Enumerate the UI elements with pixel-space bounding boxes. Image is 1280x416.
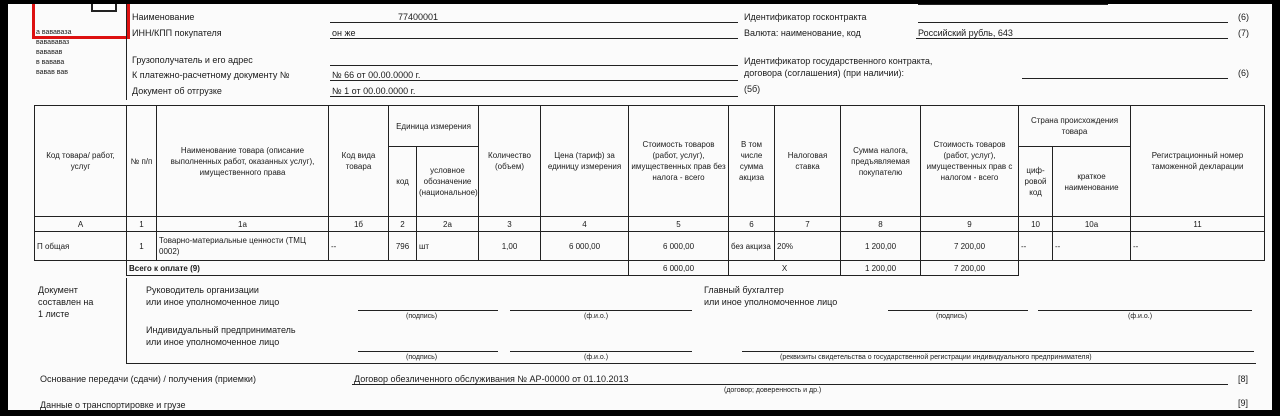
contract-id-label: Идентификатор госконтракта bbox=[744, 12, 867, 22]
total-row: Всего к оплате (9) 6 000,00 X 1 200,00 7 200,00 bbox=[35, 261, 1265, 276]
shipment-doc-value: № 1 от 00.00.0000 г. bbox=[332, 86, 416, 96]
payment-doc-value: № 66 от 00.00.0000 г. bbox=[332, 70, 421, 80]
column-numbers-row: А 1 1а 1б 2 2а 3 4 5 6 7 8 9 10 10а 11 bbox=[35, 217, 1265, 232]
doc-pages-label: Документ составлен на 1 листе bbox=[38, 285, 94, 319]
ip-label: Индивидуальный предприниматель или иное уполномоченное лицо bbox=[146, 325, 296, 347]
buyer-inn-label: ИНН/КПП покупателя bbox=[132, 28, 222, 38]
gov-contract-label-2: договора (соглашения) (при наличии): bbox=[744, 68, 904, 78]
currency-value: Российский рубль, 643 bbox=[918, 28, 1013, 38]
transfer-basis-value: Договор обезличенного обслуживания № АР-00000 от 01.10.2013 bbox=[354, 374, 629, 384]
document-sheet: а вававаза вавававаз вававав в вавава вавав вав Наименование 77400001 ИНН/КПП покупателя он же Грузополучатель и его адрес К платежно-расчетному документу № № 66 от 00.00.0000 г. Документ об отгрузке № 1 от 00.00.0000 г. Идентификатор госконтракта (6) Валюта: наименование, код Российский рубль, 643 (7) Идентификатор государственного контракта, договора (соглашения) (при наличии): (6) (5б) Код товара/ работ, услуг № п/п Наименование товара (описание выполненных работ, оказанных услуг), имущественного права Код вида товара Единица измерения Количество (объем) Цена (тариф) за единицу измерения Стоимость товаров (работ, услуг), имущественных прав без налога - всего В том числе сумма акциза Налоговая ставка Сумма налога, предъявляемая покупателю Стоимость товаров (работ, услуг), имущественных прав с налогом - всего Страна происхождения товара Регистрационный номер таможенной декларации код условное обозначение (национальное) циф-ровой код краткое наименование А 1 1а 1б 2 2а 3 4 5 6 7 8 9 10 10а 11 П общая 1 Товарно-материальные ценности (ТМЦ 0002) -- 796 шт 1,00 6 000,00 6 000,00 без акциза 20% 1 200,00 7 200,00 -- -- -- Всего к оплате (9) 6 000,00 X 1 200,00 7 200,00 Документ составлен на 1 листе Руководитель организации или иное уполномоченное лицо (подпись) (ф.и.о.) Главный бухгалтер или иное уполномоченное лицо (подпись) (ф.и.о.) Индивидуальный предприниматель или иное уполномоченное лицо (подпись) (ф.и.о.) (реквизиты свидетельства о государственной регистрации индивидуального предпринимателя) Основание передачи (сдачи) / получения (приемки) Договор обезличенного обслуживания № АР-00000 от 01.10.2013 (договор; доверенность и др.) [8] Данные о транспортировке и грузе [9] bbox=[8, 4, 1272, 410]
gov-contract-label: Идентификатор государственного контракта, bbox=[744, 56, 933, 66]
chief-accountant-label: Главный бухгалтер или иное уполномоченное лицо bbox=[704, 285, 838, 307]
consignor-value: он же bbox=[332, 28, 356, 38]
seller-name-label: Наименование bbox=[132, 12, 195, 22]
seller-name-value: 77400001 bbox=[398, 12, 439, 22]
upd-status-note: а вававаза вавававаз вававав в вавава вавав вав bbox=[36, 29, 72, 76]
head-org-label: Руководитель организации или иное уполномоченное лицо bbox=[146, 285, 280, 307]
table-row: П общая 1 Товарно-материальные ценности (ТМЦ 0002) -- 796 шт 1,00 6 000,00 6 000,00 без акциза 20% 1 200,00 7 200,00 -- -- -- bbox=[35, 232, 1265, 261]
transfer-basis-label: Основание передачи (сдачи) / получения (приемки) bbox=[40, 374, 256, 384]
transport-data-label: Данные о транспортировке и грузе bbox=[40, 400, 186, 410]
consignee-label: Грузополучатель и его адрес bbox=[132, 55, 253, 65]
currency-label: Валюта: наименование, код bbox=[744, 28, 861, 38]
payment-doc-label: К платежно-расчетному документу № bbox=[132, 70, 290, 80]
invoice-table: Код товара/ работ, услуг № п/п Наименование товара (описание выполненных работ, оказанных услуг), имущественного права Код вида товара Единица измерения Количество (объем) Цена (тариф) за единицу измерения Стоимость товаров (работ, услуг), имущественных прав без налога - всего В том числе сумма акциза Налоговая ставка Сумма налога, предъявляемая покупателю Стоимость товаров (работ, услуг), имущественных прав с налогом - всего Страна происхождения товара Регистрационный номер таможенной декларации код условное обозначение (национальное) циф-ровой код краткое наименование А 1 1а 1б 2 2а 3 4 5 6 7 8 9 10 10а 11 П общая 1 Товарно-материальные ценности (ТМЦ 0002) -- 796 шт 1,00 6 000,00 6 000,00 без акциза 20% 1 200,00 7 200,00 -- -- -- Всего к оплате (9) 6 000,00 X 1 200,00 7 200,00 bbox=[34, 105, 1265, 276]
shipment-doc-label: Документ об отгрузке bbox=[132, 86, 222, 96]
